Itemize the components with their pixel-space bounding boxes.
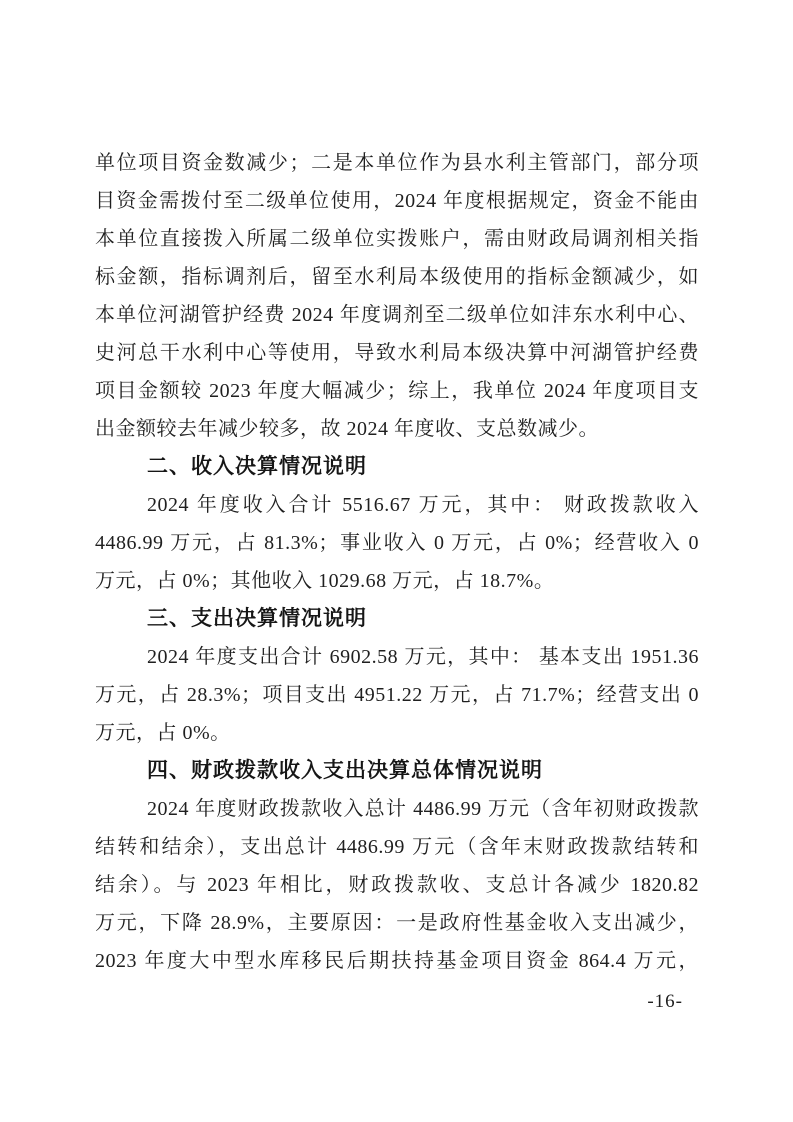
paragraph-income-final-accounts	[95, 486, 699, 600]
text-line: 标金额，指标调剂后，留至水利局本级使用的指标金额减少，如	[95, 266, 699, 288]
text-line: 结余）。与 2023 年相比，财政拨款收、支总计各减少 1820.82	[95, 874, 699, 896]
page-body	[95, 144, 699, 980]
text-line: 目资金需拨付至二级单位使用，2024 年度根据规定，资金不能由	[95, 190, 699, 212]
text-line: 2024 年度收入合计 5516.67 万元，其中： 财政拨款收入	[147, 494, 699, 516]
text-line: 项目金额较 2023 年度大幅减少；综上，我单位 2024 年度项目支	[95, 380, 699, 402]
page-number: -16-	[647, 991, 683, 1012]
paragraph-carryover-explanation	[95, 144, 699, 448]
text-line: 4486.99 万元，占 81.3%；事业收入 0 万元，占 0%；经营收入 0	[95, 532, 699, 554]
text-line: 万元，占 0%。	[95, 722, 231, 744]
text-line: 2024 年度支出合计 6902.58 万元，其中： 基本支出 1951.36	[147, 646, 699, 668]
text-line: 出金额较去年减少较多，故 2024 年度收、支总数减少。	[95, 418, 599, 440]
text-line: 2023 年度大中型水库移民后期扶持基金项目资金 864.4 万元，	[95, 950, 699, 972]
text-line: 万元，占 28.3%；项目支出 4951.22 万元，占 71.7%；经营支出 0	[95, 684, 699, 706]
heading-fiscal-appropriation-overview: 四、财政拨款收入支出决算总体情况说明	[147, 759, 543, 782]
text-line: 2024 年度财政拨款收入总计 4486.99 万元（含年初财政拨款	[147, 798, 699, 820]
text-line: 史河总干水利中心等使用，导致水利局本级决算中河湖管护经费	[95, 342, 699, 364]
paragraph-fiscal-appropriation-overview	[95, 790, 699, 980]
text-line: 万元，下降 28.9%，主要原因：一是政府性基金收入支出减少，	[95, 912, 699, 934]
text-line: 单位项目资金数减少；二是本单位作为县水利主管部门，部分项	[95, 152, 699, 174]
text-line: 本单位河湖管护经费 2024 年度调剂至二级单位如沣东水利中心、	[95, 304, 699, 326]
heading-income-final-accounts: 二、收入决算情况说明	[147, 455, 367, 478]
heading-expenditure-final-accounts: 三、支出决算情况说明	[147, 607, 367, 630]
text-line: 结转和结余），支出总计 4486.99 万元（含年末财政拨款结转和	[95, 836, 699, 858]
text-line: 万元，占 0%；其他收入 1029.68 万元，占 18.7%。	[95, 570, 555, 592]
paragraph-expenditure-final-accounts	[95, 638, 699, 752]
text-line: 本单位直接拨入所属二级单位实拨账户，需由财政局调剂相关指	[95, 228, 699, 250]
